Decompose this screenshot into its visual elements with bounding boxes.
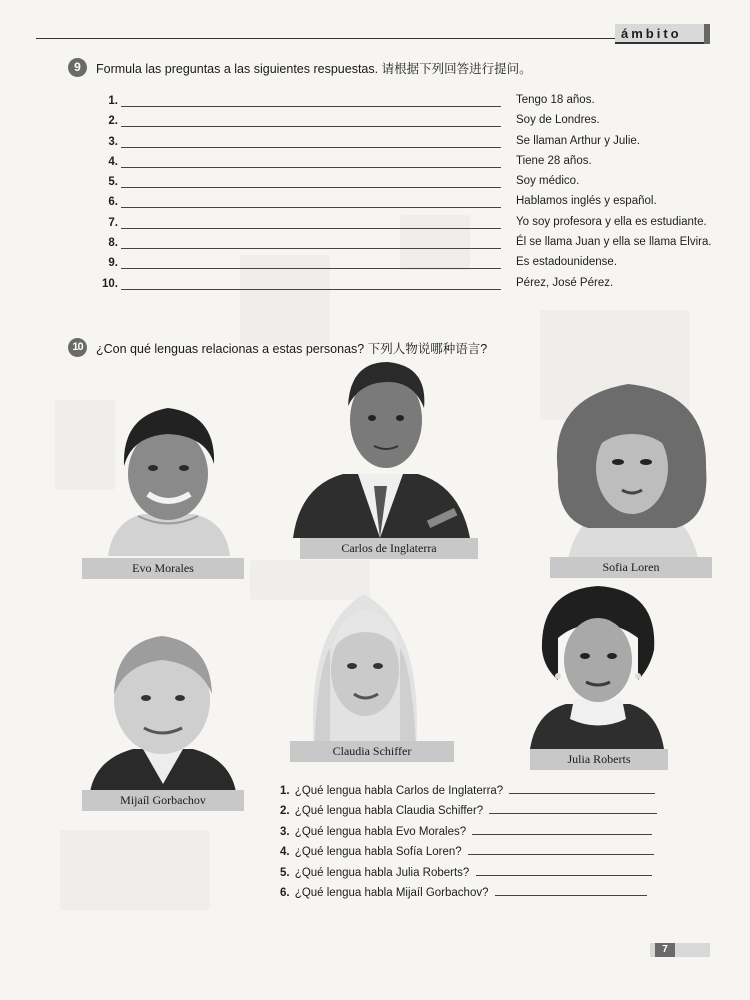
ghost-shadow <box>60 830 210 910</box>
given-answer: Él se llama Juan y ella se llama Elvira. <box>516 236 712 249</box>
answer-blank[interactable] <box>489 803 657 814</box>
section-tab <box>615 24 710 44</box>
name-label-mijail-gorbachov: Mijaíl Gorbachov <box>82 790 244 811</box>
given-answer: Se llaman Arthur y Julie. <box>516 134 641 147</box>
exercise-row <box>100 154 720 174</box>
answer-blank[interactable] <box>121 268 501 269</box>
exercise-row <box>100 255 720 275</box>
exercise-row <box>100 235 720 255</box>
question-text: ¿Qué lengua habla Claudia Schiffer? <box>294 805 484 818</box>
answer-blank[interactable] <box>472 824 652 835</box>
name-label-carlos-de-inglaterra: Carlos de Inglaterra <box>300 538 478 559</box>
given-answer: Soy de Londres. <box>516 114 600 127</box>
photo-mijail-gorbachov <box>88 624 238 792</box>
section-tab-edge <box>704 24 710 44</box>
given-answer: Hablamos inglés y español. <box>516 195 657 208</box>
question-row <box>280 783 680 803</box>
photo-julia-roberts <box>530 584 665 749</box>
given-answer: Pérez, José Pérez. <box>516 276 614 289</box>
question-number: 1. <box>280 785 290 797</box>
question-number: 5. <box>280 866 290 879</box>
item-number: 4. <box>108 155 118 168</box>
question-row <box>280 865 680 885</box>
answer-blank[interactable] <box>121 126 501 127</box>
name-label-julia-roberts: Julia Roberts <box>530 749 668 770</box>
photo-evo-morales <box>98 396 238 556</box>
exercise-number-badge: 9 <box>68 58 87 77</box>
question-number: 2. <box>280 805 290 818</box>
answer-blank[interactable] <box>121 187 501 188</box>
answer-blank[interactable] <box>121 147 501 148</box>
answer-blank[interactable] <box>121 228 501 229</box>
question-text: ¿Qué lengua habla Sofía Loren? <box>294 846 462 859</box>
answer-blank[interactable] <box>509 783 655 794</box>
question-text: ¿Qué lengua habla Evo Morales? <box>294 825 467 838</box>
answer-blank[interactable] <box>495 885 647 896</box>
exercise-number-badge: 10 <box>68 338 87 357</box>
question-number: 4. <box>280 846 290 859</box>
exercise-9-instruction: Formula las preguntas a las siguientes respuestas. 请根据下列回答进行提问。 <box>96 61 532 76</box>
exercise-row <box>100 276 720 296</box>
section-tab-label: ámbito <box>621 26 682 41</box>
answer-blank[interactable] <box>121 207 501 208</box>
item-number: 9. <box>108 257 118 270</box>
answer-blank[interactable] <box>121 106 501 107</box>
exercise-10-questions <box>280 783 680 905</box>
item-number: 6. <box>108 196 118 209</box>
item-number: 10. <box>102 277 118 290</box>
question-row <box>280 803 680 823</box>
given-answer: Es estadounidense. <box>516 256 618 269</box>
question-row <box>280 844 680 864</box>
given-answer: Yo soy profesora y ella es estudiante. <box>516 215 707 228</box>
exercise-10-heading <box>68 338 487 357</box>
answer-blank[interactable] <box>468 844 654 855</box>
item-number: 3. <box>108 135 118 148</box>
answer-blank[interactable] <box>121 248 501 249</box>
exercise-row <box>100 93 720 113</box>
item-number: 2. <box>108 115 118 128</box>
photo-claudia-schiffer <box>300 588 430 748</box>
exercise-row <box>100 134 720 154</box>
given-answer: Tiene 28 años. <box>516 154 592 167</box>
exercise-9-list <box>100 93 720 296</box>
item-number: 1. <box>108 95 118 107</box>
item-number: 7. <box>108 216 118 229</box>
item-number: 8. <box>108 237 118 250</box>
exercise-row <box>100 113 720 133</box>
question-text: ¿Qué lengua habla Carlos de Inglaterra? <box>294 785 504 797</box>
header-rule <box>36 38 708 39</box>
question-number: 3. <box>280 825 290 838</box>
question-number: 6. <box>280 886 290 899</box>
question-row <box>280 824 680 844</box>
name-label-sofia-loren: Sofia Loren <box>550 557 712 578</box>
exercise-row <box>100 215 720 235</box>
name-label-claudia-schiffer: Claudia Schiffer <box>290 741 454 762</box>
item-number: 5. <box>108 176 118 189</box>
answer-blank[interactable] <box>121 167 501 168</box>
exercise-10-instruction: ¿Con qué lenguas relacionas a estas personas? 下列人物说哪种语言? <box>96 341 488 356</box>
question-text: ¿Qué lengua habla Julia Roberts? <box>294 866 470 879</box>
given-answer: Tengo 18 años. <box>516 94 595 106</box>
exercise-9-heading <box>68 58 532 77</box>
given-answer: Soy médico. <box>516 175 580 188</box>
name-label-evo-morales: Evo Morales <box>82 558 244 579</box>
answer-blank[interactable] <box>121 289 501 290</box>
exercise-row <box>100 194 720 214</box>
photo-carlos-de-inglaterra <box>288 356 473 538</box>
question-row <box>280 885 680 905</box>
question-text: ¿Qué lengua habla Mijaíl Gorbachov? <box>294 886 489 899</box>
answer-blank[interactable] <box>476 865 652 876</box>
page-number: 7 <box>655 943 675 957</box>
photo-sofia-loren <box>548 378 713 558</box>
exercise-row <box>100 174 720 194</box>
